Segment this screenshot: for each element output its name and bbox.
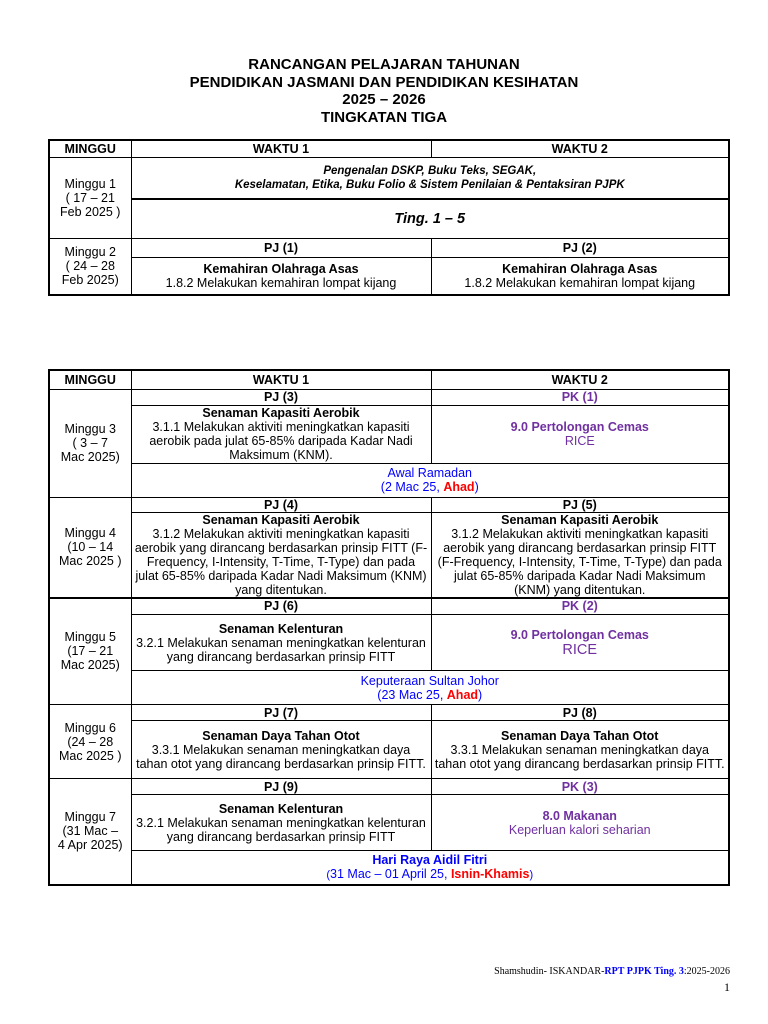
lesson-code: PK (3) bbox=[431, 779, 729, 795]
footer-doc: RPT PJPK Ting. 3 bbox=[604, 966, 684, 977]
lesson-code: PK (2) bbox=[431, 598, 729, 615]
table-row bbox=[49, 258, 729, 295]
week-cell: Minggu 7 (31 Mac – 4 Apr 2025) bbox=[49, 779, 131, 885]
table-row bbox=[49, 512, 729, 598]
week-cell: Minggu 2 ( 24 – 28 Feb 2025) bbox=[49, 239, 131, 295]
lesson-cell: 9.0 Pertolongan Cemas RICE bbox=[431, 615, 729, 671]
lesson-code: PJ (1) bbox=[131, 239, 431, 258]
lesson-cell: Senaman Daya Tahan Otot 3.3.1 Melakukan senaman meningkatkan daya tahan otot yang dirancang berdasarkan prinsip FITT. bbox=[131, 721, 431, 779]
table-row bbox=[49, 158, 729, 199]
lesson-cell: 8.0 Makanan Keperluan kalori seharian bbox=[431, 795, 729, 851]
footer-year: :2025-2026 bbox=[683, 966, 730, 977]
lesson-cell: Senaman Kelenturan 3.2.1 Melakukan senaman meningkatkan kelenturan yang dirancang berdasarkan prinsip FITT bbox=[131, 615, 431, 671]
table-row bbox=[49, 795, 729, 851]
week-cell: Minggu 6 (24 – 28 Mac 2025 ) bbox=[49, 705, 131, 779]
lesson-code: PK (1) bbox=[431, 389, 729, 405]
table-row bbox=[49, 405, 729, 463]
title-line-4: TINGKATAN TIGA bbox=[320, 108, 448, 126]
lesson-code: PJ (8) bbox=[431, 705, 729, 721]
lesson-code: PJ (9) bbox=[131, 779, 431, 795]
week-cell: Minggu 3 ( 3 – 7 Mac 2025) bbox=[49, 389, 131, 497]
table-header-row bbox=[49, 370, 729, 389]
header-minggu: MINGGU bbox=[49, 370, 131, 389]
header-waktu-2: WAKTU 2 bbox=[431, 370, 729, 389]
lesson-cell: 9.0 Pertolongan Cemas RICE bbox=[431, 405, 729, 463]
lesson-cell: Senaman Daya Tahan Otot 3.3.1 Melakukan senaman meningkatkan daya tahan otot yang dirancang berdasarkan prinsip FITT. bbox=[431, 721, 729, 779]
table-row bbox=[49, 615, 729, 671]
lesson-cell: Senaman Kapasiti Aerobik 3.1.2 Melakukan aktiviti meningkatkan kapasiti aerobik yang dirancang berdasarkan prinsip FITT (F-Frequency, I-Intensity, T-Time, T-Type) dan pada julat 65-85% daripada Kadar Nadi Maksimum (KNM) yang ditentukan. bbox=[131, 512, 431, 598]
lesson-cell: Kemahiran Olahraga Asas 1.8.2 Melakukan kemahiran lompat kijang bbox=[431, 258, 729, 295]
table-row bbox=[49, 239, 729, 258]
title-line-2: PENDIDIKAN JASMANI DAN PENDIDIKAN KESIHATAN bbox=[189, 73, 579, 91]
lesson-code: PJ (3) bbox=[131, 389, 431, 405]
header-waktu-2: WAKTU 2 bbox=[431, 140, 729, 158]
table-row bbox=[49, 497, 729, 512]
table-header-row bbox=[49, 140, 729, 158]
lesson-cell: Senaman Kapasiti Aerobik 3.1.2 Melakukan aktiviti meningkatkan kapasiti aerobik yang dirancang berdasarkan prinsip FITT (F-Frequency, I-Intensity, T-Time, T-Type) dan pada julat 65-85% daripada Kadar Nadi Maksimum (KNM) yang ditentukan. bbox=[431, 512, 729, 598]
title-line-3: 2025 – 2026 bbox=[342, 91, 426, 108]
event-title: Awal Ramadan bbox=[387, 466, 473, 480]
table-row bbox=[49, 598, 729, 615]
table-row bbox=[49, 721, 729, 779]
event-cell: Hari Raya Aidil Fitri (31 Mac – 01 April 25, Isnin-Khamis) bbox=[131, 851, 729, 885]
ting-cell: Ting. 1 – 5 bbox=[131, 199, 729, 239]
table-row bbox=[49, 389, 729, 405]
lesson-code: PJ (5) bbox=[431, 497, 729, 512]
rpt-table-2 bbox=[48, 369, 730, 886]
event-title: Keputeraan Sultan Johor bbox=[360, 673, 499, 688]
lesson-code: PJ (6) bbox=[131, 598, 431, 615]
table-row bbox=[49, 199, 729, 239]
rpt-table-1 bbox=[48, 139, 730, 296]
document-title bbox=[0, 56, 768, 126]
event-title: Hari Raya Aidil Fitri bbox=[372, 852, 488, 867]
header-waktu-1: WAKTU 1 bbox=[131, 370, 431, 389]
title-line-1: RANCANGAN PELAJARAN TAHUNAN bbox=[248, 56, 520, 73]
lesson-code: PJ (4) bbox=[131, 497, 431, 512]
lesson-cell: Senaman Kapasiti Aerobik 3.1.1 Melakukan aktiviti meningkatkan kapasiti aerobik pada julat 65-85% daripada Kadar Nadi Maksimum (KNM). bbox=[131, 405, 431, 463]
event-cell: Awal Ramadan (2 Mac 25, Ahad) bbox=[131, 463, 729, 497]
table-row bbox=[49, 705, 729, 721]
table-row bbox=[49, 463, 729, 497]
table-row bbox=[49, 671, 729, 705]
intro-cell: Pengenalan DSKP, Buku Teks, SEGAK, Keselamatan, Etika, Buku Folio & Sistem Penilaian & Pentaksiran PJPK bbox=[131, 158, 729, 199]
page-footer bbox=[494, 966, 730, 977]
week-cell: Minggu 4 (10 – 14 Mac 2025 ) bbox=[49, 497, 131, 598]
table-row bbox=[49, 851, 729, 885]
header-minggu: MINGGU bbox=[49, 140, 131, 158]
lesson-code: PJ (7) bbox=[131, 705, 431, 721]
lesson-code: PJ (2) bbox=[431, 239, 729, 258]
event-cell: Keputeraan Sultan Johor (23 Mac 25, Ahad) bbox=[131, 671, 729, 705]
week-cell: Minggu 5 (17 – 21 Mac 2025) bbox=[49, 598, 131, 705]
footer-author: Shamshudin- ISKANDAR- bbox=[494, 966, 605, 977]
table-row bbox=[49, 779, 729, 795]
page-number: 1 bbox=[724, 980, 730, 994]
header-waktu-1: WAKTU 1 bbox=[131, 140, 431, 158]
lesson-cell: Kemahiran Olahraga Asas 1.8.2 Melakukan kemahiran lompat kijang bbox=[131, 258, 431, 295]
lesson-cell: Senaman Kelenturan 3.2.1 Melakukan senaman meningkatkan kelenturan yang dirancang berdasarkan prinsip FITT bbox=[131, 795, 431, 851]
week-cell: Minggu 1 ( 17 – 21 Feb 2025 ) bbox=[49, 158, 131, 239]
